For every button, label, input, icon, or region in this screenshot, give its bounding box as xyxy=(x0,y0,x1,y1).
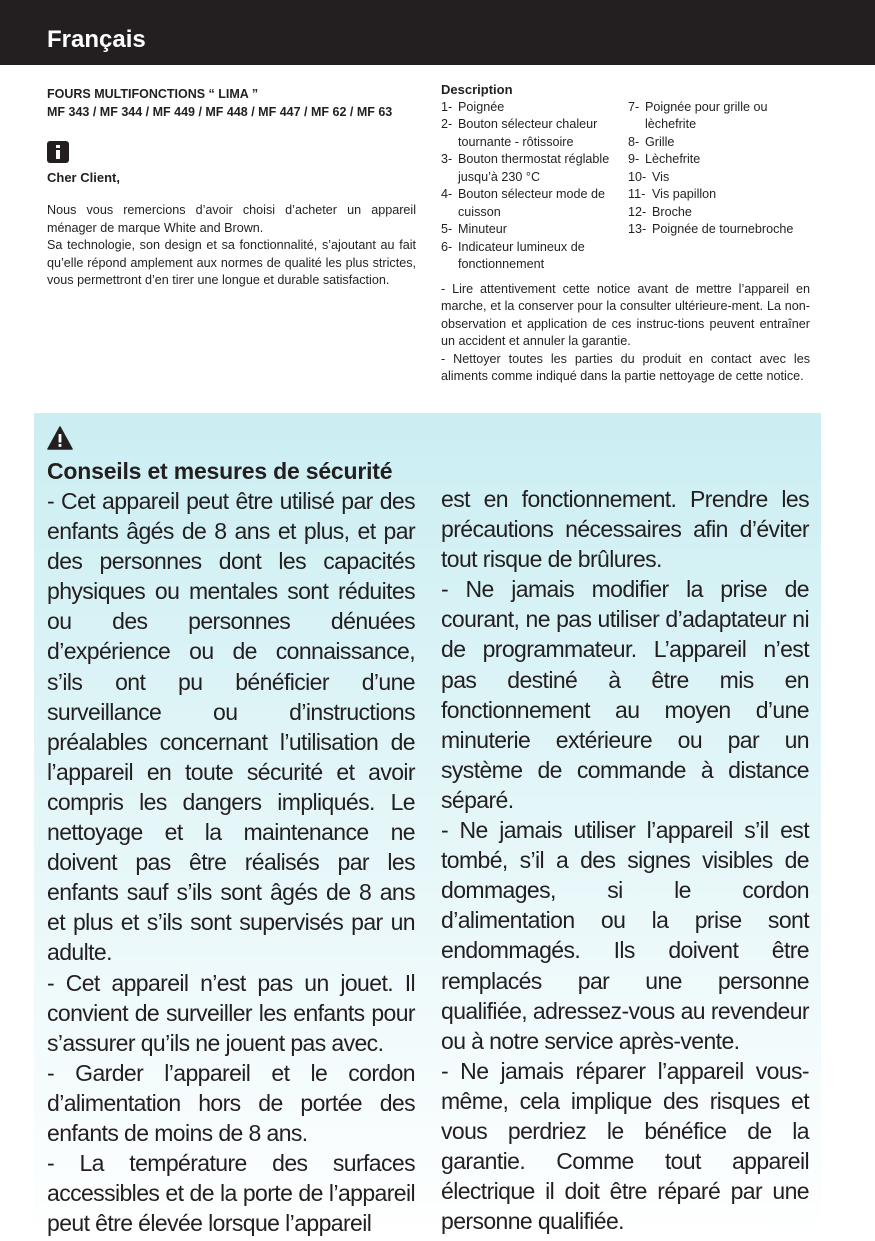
safety-column-left xyxy=(47,486,415,1238)
language-title: Français xyxy=(47,26,146,53)
intro-paragraph xyxy=(47,202,416,290)
cleaning-note: - Nettoyer toutes les parties du produit en contact avec les aliments comme indiqué dans la partie nettoyage de cette notice. xyxy=(441,351,810,383)
part-item: 8- Grille xyxy=(628,134,675,149)
greeting: Cher Client, xyxy=(47,170,120,185)
part-item: 11- Vis papillon xyxy=(628,187,717,201)
notice-notes xyxy=(441,281,810,386)
safety-title: Conseils et mesures de sécurité xyxy=(47,458,393,484)
part-item: 7- Poignée pour grille ou lèchefrite xyxy=(628,99,768,131)
read-notice-note: - Lire attentivement cette notice avant de mettre l’appareil en marche, et la conserver pour la consulter ultérieure-ment. La non-observation et application de ces instruc-tions peuvent entraîner un accident et annuler la garantie. xyxy=(441,281,810,348)
description-title: Description xyxy=(441,82,513,97)
product-models: MF 343 / MF 344 / MF 449 / MF 448 / MF 447 / MF 62 / MF 63 xyxy=(47,104,393,119)
safety-paragraph: - Ne jamais modifier la prise de courant, ne pas utiliser d’adaptateur ni de programmateur. L’appareil n’est pas destiné à être mis en fonctionnement au moyen d’une minuterie extérieure ou par un système de commande à distance séparé. xyxy=(441,576,809,813)
warning-icon xyxy=(47,426,73,450)
intro-thanks: Nous vous remercions d’avoir choisi d’acheter un appareil ménager de marque White and Brown. xyxy=(47,203,416,235)
product-name: FOURS MULTIFONCTIONS “ LIMA ” xyxy=(47,87,259,101)
safety-paragraph: - Ne jamais utiliser l’appareil s’il est tombé, s’il a des signes visibles de dommages, si le cordon d’alimentation ou la prise sont endommagés. Ils doivent être remplacés par une personne qualifiée, adressez-vous au revendeur ou à notre service après-vente. xyxy=(441,817,809,1054)
safety-paragraph: est en fonctionnement. Prendre les précautions nécessaires afin d’éviter tout risque de brûlures. xyxy=(441,486,809,573)
parts-list-left xyxy=(441,99,628,274)
intro-quality: Sa technologie, son design et sa fonctionnalité, s’ajoutant au fait qu’elle répond amplement aux normes de qualité les plus strictes, vous permettront d’en tirer une longue et durable satisfaction. xyxy=(47,238,416,288)
product-title xyxy=(47,86,416,121)
part-item: 10- Vis xyxy=(628,169,670,184)
parts-list xyxy=(441,99,810,274)
safety-paragraph: - Garder l’appareil et le cordon d’alimentation hors de portée des enfants de moins de 8 ans. xyxy=(47,1059,415,1146)
part-item: 5- Minuteur xyxy=(441,222,507,236)
safety-paragraph: - La température des surfaces accessibles et de la porte de l’appareil peut être élevée lorsque l’appareil xyxy=(47,1150,415,1237)
safety-paragraph: - Cet appareil peut être utilisé par des enfants âgés de 8 ans et plus, et par des personnes dont les capacités physiques ou mentales sont réduites ou des personnes dénuées d’expérience ou de connaissance, s’ils ont pu bénéficier d’une surveillance ou d’instructions préalables concernant l’utilisation de l’appareil en toute sécurité et avoir compris les dangers impliqués. Le nettoyage et la maintenance ne doivent pas être réalisés par les enfants sauf s’ils sont âgés de 8 ans et plus et s’ils sont supervisés par un adulte. xyxy=(47,488,415,966)
part-item: 2- Bouton sélecteur chaleur tournante - rôtissoire xyxy=(441,117,598,149)
safety-paragraph: - Cet appareil n’est pas un jouet. Il convient de surveiller les enfants pour s’assurer qu’ils ne jouent pas avec. xyxy=(47,969,415,1056)
safety-column-right xyxy=(441,484,809,1236)
parts-list-right xyxy=(628,99,810,274)
intro-section xyxy=(47,86,416,290)
info-icon xyxy=(47,141,69,163)
header-bar xyxy=(0,0,875,65)
part-item: 1- Poignée xyxy=(441,99,505,114)
part-item: 4- Bouton sélecteur mode de cuisson xyxy=(441,187,606,219)
description-section xyxy=(441,81,810,386)
safety-paragraph: - Ne jamais réparer l’appareil vous-même, cela implique des risques et vous perdriez le bénéfice de la garantie. Comme tout appareil électrique il doit être réparé par une personne qualifiée. xyxy=(441,1057,809,1235)
part-item: 9- Lèchefrite xyxy=(628,152,701,166)
part-item: 3- Bouton thermostat réglable jusqu’à 230 °C xyxy=(441,152,610,184)
part-item: 12- Broche xyxy=(628,204,692,219)
part-item: 6- Indicateur lumineux de fonctionnement xyxy=(441,239,585,271)
part-item: 13- Poignée de tournebroche xyxy=(628,222,794,236)
